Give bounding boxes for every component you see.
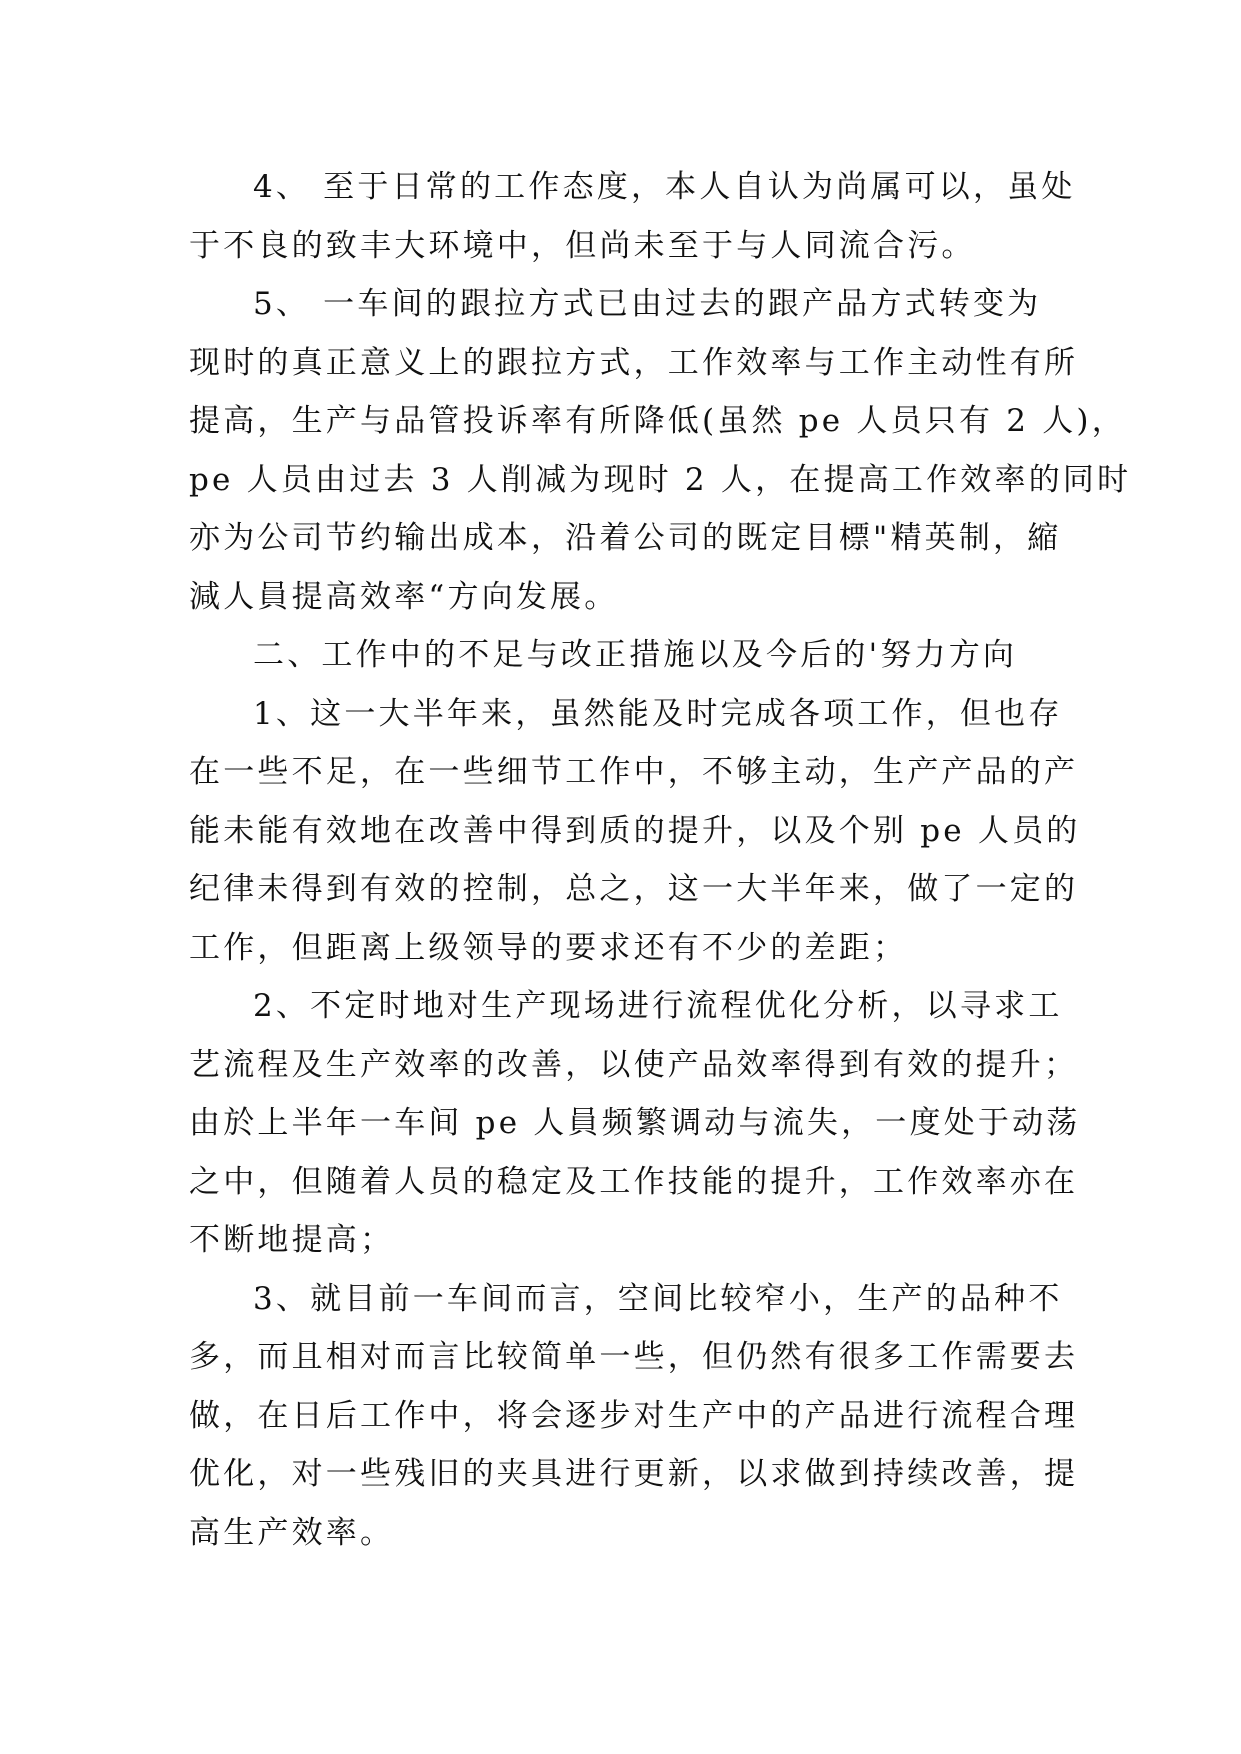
text-line: 由於上半年一车间 pe 人員频繁调动与流失，一度处于动荡 <box>189 1105 1081 1141</box>
document-body <box>189 158 1132 1562</box>
text-line: 能未能有效地在改善中得到质的提升，以及个别 pe 人员的 <box>189 812 1081 849</box>
text-line: 亦为公司节约输出成本，沿着公司的既定目標"精英制，縮 <box>189 520 1062 556</box>
text-line: 现时的真正意义上的跟拉方式，工作效率与工作主动性有所 <box>189 344 1079 381</box>
text-line: 在一些不足，在一些细节工作中，不够主动，生产产品的产 <box>189 754 1079 790</box>
text-line: 纪律未得到有效的控制，总之，这一大半年来，做了一定的 <box>189 871 1079 907</box>
text-line: 提高，生产与品管投诉率有所降低(虽然 pe 人员只有 2 人)， <box>189 403 1126 439</box>
text-line: pe 人员由过去 3 人削减为现时 2 人，在提高工作效率的同时 <box>189 461 1132 498</box>
paragraph-first-line: 二、工作中的不足与改正措施以及今后的'努力方向 <box>253 637 1018 673</box>
text-line: 工作，但距离上级领导的要求还有不少的差距； <box>189 929 908 966</box>
text-line: 之中，但随着人员的稳定及工作技能的提升，工作效率亦在 <box>189 1163 1079 1200</box>
text-line: 高生产效率。 <box>189 1514 395 1551</box>
text-line: 优化，对一些残旧的夹具进行更新，以求做到持续改善，提 <box>189 1456 1079 1492</box>
text-line: 減人員提高效率“方向发展。 <box>189 578 619 615</box>
paragraph-first-line: 3、就目前一车间而言，空间比较窄小，生产的品种不 <box>253 1280 1063 1317</box>
text-line: 于不良的致丰大环境中，但尚未至于与人同流合污。 <box>189 227 976 264</box>
paragraph-first-line: 5、 一车间的跟拉方式已由过去的跟产品方式转变为 <box>253 286 1042 322</box>
text-line: 艺流程及生产效率的改善，以使产品效率得到有效的提升； <box>189 1046 1079 1083</box>
paragraph-first-line: 4、 至于日常的工作态度，本人自认为尚属可以，虽处 <box>253 169 1076 205</box>
text-line: 不断地提高； <box>189 1222 395 1258</box>
text-line: 多，而且相对而言比较简单一些，但仍然有很多工作需要去 <box>189 1339 1079 1375</box>
paragraph-first-line: 2、不定时地对生产现场进行流程优化分析，以寻求工 <box>253 988 1063 1024</box>
text-line: 做，在日后工作中，将会逐步对生产中的产品进行流程合理 <box>189 1397 1079 1434</box>
paragraph-first-line: 1、这一大半年来，虽然能及时完成各项工作，但也存 <box>253 695 1063 732</box>
